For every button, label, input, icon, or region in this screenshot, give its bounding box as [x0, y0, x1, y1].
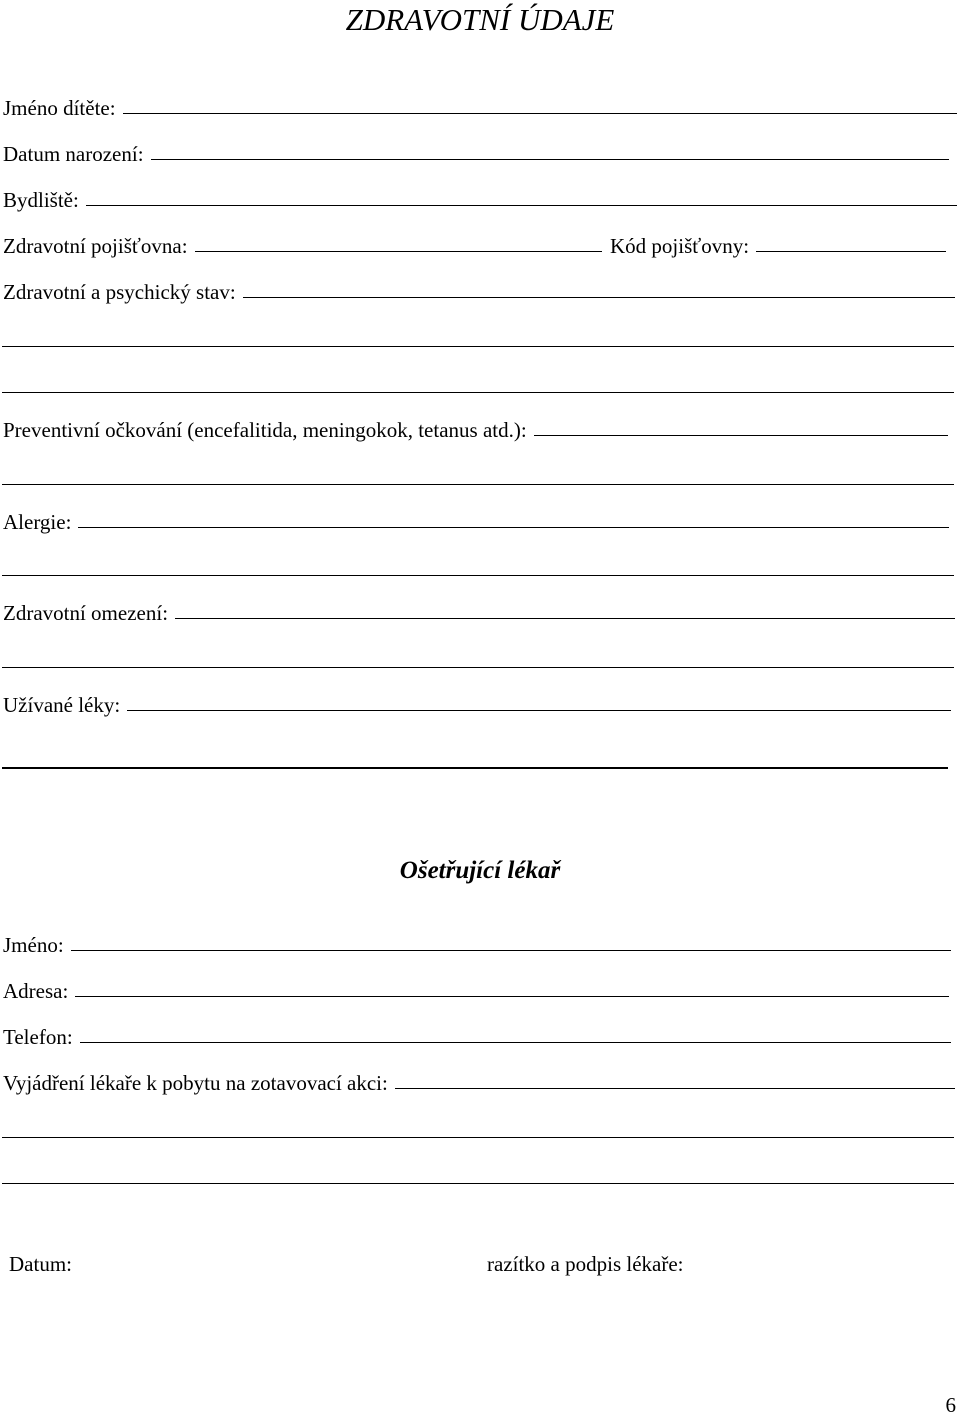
- date-label: Datum:: [9, 1252, 72, 1276]
- child-name-row: [3, 92, 957, 122]
- doctor-name-row: [3, 929, 951, 959]
- restrictions-field[interactable]: [175, 617, 955, 619]
- medication-row: [3, 689, 951, 719]
- doctor-address-field[interactable]: [75, 995, 949, 997]
- insurer-row: [3, 230, 602, 260]
- allergies-row: [3, 506, 949, 536]
- doctor-phone-row: [3, 1021, 951, 1051]
- vaccination-line-2[interactable]: [2, 484, 954, 485]
- health-state-line-3[interactable]: [2, 392, 954, 393]
- insurer-code-field[interactable]: [756, 250, 946, 252]
- insurer-field[interactable]: [195, 250, 602, 252]
- doctor-section-heading: Ošetřující lékař: [399, 857, 561, 884]
- vaccination-field[interactable]: [534, 434, 948, 436]
- child-name-label: Jméno dítěte:: [3, 96, 116, 120]
- health-state-label: Zdravotní a psychický stav:: [3, 280, 236, 304]
- doctor-statement-line-2[interactable]: [2, 1137, 954, 1138]
- birth-date-row: [3, 138, 949, 168]
- residence-field[interactable]: [86, 204, 957, 206]
- doctor-phone-label: Telefon:: [3, 1025, 73, 1049]
- doctor-name-field[interactable]: [71, 949, 951, 951]
- doctor-address-row: [3, 975, 949, 1005]
- doctor-statement-row: [3, 1067, 955, 1097]
- page-number: 6: [945, 1393, 956, 1417]
- birth-date-field[interactable]: [151, 158, 949, 160]
- health-state-row: [3, 276, 955, 306]
- insurer-code-row: [610, 230, 946, 260]
- residence-row: [3, 184, 957, 214]
- doctor-statement-field[interactable]: [395, 1087, 955, 1089]
- medication-label: Užívané léky:: [3, 693, 121, 717]
- insurer-code-label: Kód pojišťovny:: [610, 234, 750, 258]
- restrictions-row: [3, 597, 955, 627]
- vaccination-row: [3, 414, 948, 444]
- health-state-field[interactable]: [243, 296, 955, 298]
- vaccination-label: Preventivní očkování (encefalitida, meningokok, tetanus atd.):: [3, 418, 527, 442]
- page-title: ZDRAVOTNÍ ÚDAJE: [345, 2, 615, 37]
- medication-line-2[interactable]: [2, 767, 948, 769]
- medication-field[interactable]: [127, 709, 951, 711]
- allergies-field[interactable]: [78, 526, 949, 528]
- doctor-statement-line-3[interactable]: [2, 1183, 954, 1184]
- doctor-phone-field[interactable]: [80, 1041, 951, 1043]
- doctor-statement-label: Vyjádření lékaře k pobytu na zotavovací akci:: [3, 1071, 388, 1095]
- doctor-address-label: Adresa:: [3, 979, 69, 1003]
- birth-date-label: Datum narození:: [3, 142, 144, 166]
- allergies-label: Alergie:: [3, 510, 72, 534]
- insurer-label: Zdravotní pojišťovna:: [3, 234, 188, 258]
- restrictions-line-2[interactable]: [2, 667, 954, 668]
- child-name-field[interactable]: [123, 112, 957, 114]
- allergies-line-2[interactable]: [2, 575, 954, 576]
- residence-label: Bydliště:: [3, 188, 79, 212]
- restrictions-label: Zdravotní omezení:: [3, 601, 169, 625]
- health-state-line-2[interactable]: [2, 346, 954, 347]
- stamp-signature-label: razítko a podpis lékaře:: [487, 1252, 684, 1276]
- doctor-name-label: Jméno:: [3, 933, 64, 957]
